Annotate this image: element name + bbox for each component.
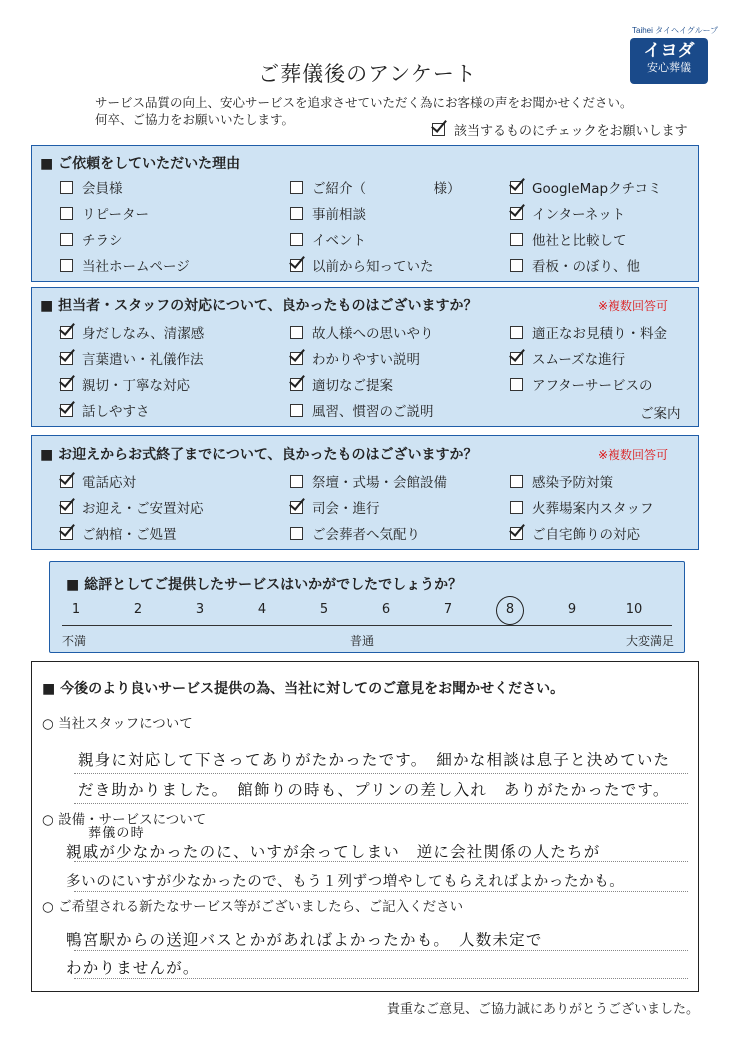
option-label: 看板・のぼり、他 (532, 259, 640, 275)
checkbox-icon[interactable] (290, 527, 303, 540)
rating-question: ■ 総評としてご提供したサービスはいかがでしたでしょうか？ (66, 577, 463, 593)
option-label: インターネット (532, 207, 626, 223)
scale-number[interactable]: 8 (505, 602, 515, 617)
scale-number[interactable]: 3 (195, 602, 205, 617)
checkbox-checked-icon[interactable] (290, 378, 303, 391)
option-label: 他社と比較して (532, 233, 627, 249)
checkbox-icon[interactable] (60, 207, 73, 220)
option-item (290, 374, 393, 394)
option-label: 当社ホームページ (82, 259, 190, 275)
option-item (60, 400, 150, 420)
option-item (60, 523, 177, 543)
checkbox-checked-icon[interactable] (60, 475, 73, 488)
option-item (290, 348, 420, 368)
scale-number[interactable]: 1 (71, 602, 81, 617)
option-label: スムーズな進行 (532, 352, 626, 368)
option-label: ご紹介（ 様） (312, 181, 461, 197)
scale-number[interactable]: 6 (381, 602, 391, 617)
checkbox-checked-icon[interactable] (290, 259, 303, 272)
logo-sub-text: 安心葬儀 (647, 61, 691, 74)
option-item (510, 348, 625, 368)
checkbox-checked-icon[interactable] (290, 352, 303, 365)
option-item (510, 497, 654, 517)
option-label: 話しやすさ (82, 404, 150, 420)
option-item (510, 177, 662, 197)
intro-line-1: サービス品質の向上、安心サービスを追求させていただく為にお客様の声をお聞かせください。 (95, 95, 633, 110)
section-ceremony (31, 435, 699, 550)
answer-line (74, 891, 688, 892)
answer-facility-note: 葬儀の時 (88, 826, 145, 841)
option-label: 言葉遣い・礼儀作法 (82, 352, 204, 368)
checkbox-icon[interactable] (60, 259, 73, 272)
option-label: 感染予防対策 (532, 475, 613, 491)
scale-low-label: 不満 (62, 634, 87, 648)
option-item (510, 203, 625, 223)
checkbox-checked-icon[interactable] (60, 326, 73, 339)
option-label: 故人様への思いやり (312, 326, 434, 342)
scale-number[interactable]: 9 (567, 602, 577, 617)
option-label: お迎え・ご安置対応 (82, 501, 204, 517)
option-label: 会員様 (82, 181, 123, 197)
option-item (290, 471, 447, 491)
checkbox-checked-icon[interactable] (60, 501, 73, 514)
option-label: アフターサービスの (532, 378, 653, 394)
option-label: 祭壇・式場・会館設備 (312, 475, 447, 491)
option-item (510, 374, 653, 394)
opinion-section (31, 661, 699, 992)
continuation-text: ご案内 (640, 406, 681, 422)
option-item (60, 471, 136, 491)
option-label: わかりやすい説明 (312, 352, 420, 368)
option-item (60, 374, 190, 394)
option-item (510, 229, 627, 249)
checkbox-icon[interactable] (290, 404, 303, 417)
option-item (510, 523, 640, 543)
checkbox-checked-icon[interactable] (60, 352, 73, 365)
checkbox-icon[interactable] (510, 501, 523, 514)
option-item (60, 177, 123, 197)
scale-number[interactable]: 10 (625, 602, 643, 617)
checkbox-checked-icon[interactable] (60, 527, 73, 540)
logo-group-text: Taihei タイヘイグループ (632, 26, 719, 35)
option-item (290, 497, 380, 517)
answer-facility-line-1: 親戚が少なかったのに、いすが余ってしまい 逆に会社関係の人たちが (66, 843, 601, 861)
option-item (60, 229, 123, 249)
checkbox-icon[interactable] (290, 475, 303, 488)
option-label: 電話応対 (82, 475, 136, 491)
answer-line (74, 773, 688, 774)
option-item (60, 255, 190, 275)
option-item (60, 497, 204, 517)
scale-number[interactable]: 2 (133, 602, 143, 617)
section-ceremony-heading: ■ お迎えからお式終了までについて、良かったものはございますか？ (40, 447, 478, 463)
checkbox-icon[interactable] (290, 233, 303, 246)
section-staff-note: ※複数回答可 (597, 299, 668, 313)
option-label: 事前相談 (312, 207, 366, 223)
scale-mid-label: 普通 (350, 634, 375, 648)
answer-line (74, 978, 688, 979)
option-label: 司会・進行 (312, 501, 380, 517)
option-item (510, 471, 613, 491)
intro-line-2: 何卒、ご協力をお願いいたします。 (95, 112, 295, 127)
checkbox-checked-icon[interactable] (510, 207, 523, 220)
checkbox-checked-icon[interactable] (510, 181, 523, 194)
answer-staff-line-1: 親身に対応して下さってありがたかったです。 細かな相談は息子と決めていた (78, 751, 671, 769)
option-item (290, 322, 434, 342)
checkbox-icon[interactable] (60, 181, 73, 194)
answer-line (74, 950, 688, 951)
option-label: 親切・丁寧な対応 (82, 378, 190, 394)
option-item (290, 229, 366, 249)
option-label: GoogleMapクチコミ (532, 181, 662, 197)
option-label: ご自宅飾りの対応 (532, 527, 640, 543)
answer-new-service-line-2: わかりませんが。 (66, 959, 200, 977)
checkbox-icon[interactable] (290, 181, 303, 194)
checkbox-checked-icon[interactable] (60, 404, 73, 417)
checkbox-icon[interactable] (510, 475, 523, 488)
option-label: 風習、慣習のご説明 (312, 404, 434, 420)
checkbox-checked-icon[interactable] (510, 352, 523, 365)
section-reason (31, 145, 699, 282)
option-label: イベント (312, 233, 366, 249)
option-label: 適切なご提案 (312, 378, 393, 394)
option-item (60, 348, 204, 368)
option-label: リピーター (82, 207, 149, 223)
opinion-heading: ■ 今後のより良いサービス提供の為、当社に対してのご意見をお聞かせください。 (42, 681, 565, 697)
checkbox-icon[interactable] (60, 233, 73, 246)
checkbox-icon[interactable] (510, 233, 523, 246)
footer-thanks: 貴重なご意見、ご協力誠にありがとうございました。 (386, 1002, 699, 1017)
check-instruction-label: 該当するものにチェックをお願いします (454, 124, 688, 139)
section-staff-heading: ■ 担当者・スタッフの対応について、良かったものはございますか？ (40, 298, 478, 314)
option-label: ご会葬者へ気配り (312, 527, 420, 543)
scale-high-label: 大変満足 (625, 634, 674, 648)
option-item (60, 322, 204, 342)
option-label: ご納棺・ご処置 (82, 527, 177, 543)
section-reason-heading: ■ ご依頼をしていただいた理由 (40, 156, 241, 172)
option-label: チラシ (82, 233, 123, 249)
scale-number[interactable]: 7 (443, 602, 453, 617)
selected-rating-circle (496, 596, 524, 625)
checkbox-sample-icon (432, 123, 445, 136)
option-label: 適正なお見積り・料金 (532, 326, 667, 342)
page-title: ご葬儀後のアンケート (258, 62, 477, 86)
section-staff (31, 287, 699, 427)
option-item (510, 322, 667, 342)
checkbox-checked-icon[interactable] (60, 378, 73, 391)
check-instruction (432, 120, 688, 139)
answer-staff-line-2: だき助かりました。 館飾りの時も、プリンの差し入れ ありがたかったです。 (78, 781, 670, 799)
checkbox-checked-icon[interactable] (510, 527, 523, 540)
option-item (290, 203, 366, 223)
question-staff: ○ 当社スタッフについて (42, 716, 193, 732)
option-item (510, 255, 640, 275)
scale-number[interactable]: 4 (257, 602, 267, 617)
checkbox-checked-icon[interactable] (290, 501, 303, 514)
answer-facility-line-2: 多いのにいすが少なかったので、もう１列ずつ増やしてもらえればよかったかも。 (66, 874, 625, 890)
option-item (290, 255, 434, 275)
option-item (290, 177, 461, 197)
checkbox-icon[interactable] (290, 326, 303, 339)
answer-new-service-line-1: 鴨宮駅からの送迎バスとかがあればよかったかも。 人数未定で (66, 931, 543, 949)
answer-line (74, 803, 688, 804)
option-item (60, 203, 149, 223)
rating-scale-line (62, 625, 672, 626)
option-label: 以前から知っていた (312, 259, 434, 275)
rating-section (49, 561, 685, 653)
option-label: 身だしなみ、清潔感 (82, 326, 205, 342)
option-item (290, 400, 434, 420)
section-ceremony-note: ※複数回答可 (597, 448, 668, 462)
logo-main-text: イヨダ (643, 41, 695, 61)
checkbox-icon[interactable] (290, 207, 303, 220)
checkbox-icon[interactable] (510, 259, 523, 272)
scale-number[interactable]: 5 (319, 602, 329, 617)
checkbox-icon[interactable] (510, 378, 523, 391)
option-item (290, 523, 420, 543)
question-new-service: ○ ご希望される新たなサービス等がございましたら、ご記入ください (42, 899, 464, 915)
question-facility: ○ 設備・サービスについて (42, 812, 207, 828)
checkbox-icon[interactable] (510, 326, 523, 339)
option-label: 火葬場案内スタッフ (532, 501, 654, 517)
